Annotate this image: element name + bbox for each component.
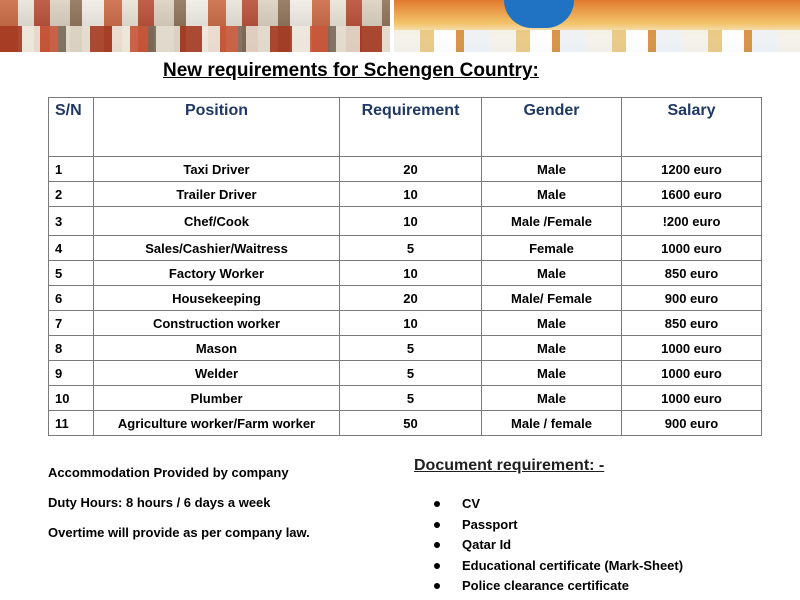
header-position: Position (94, 98, 340, 157)
overtime-note: Overtime will provide as per company law. (48, 525, 310, 540)
cell-position: Chef/Cook (94, 207, 340, 236)
cell-salary: !200 euro (622, 207, 762, 236)
table-row (49, 361, 762, 386)
cell-position: Taxi Driver (94, 157, 340, 182)
cell-sn: 10 (49, 386, 94, 411)
cell-position: Housekeeping (94, 286, 340, 311)
header-banner (0, 0, 800, 52)
bullet-icon (434, 501, 440, 507)
cell-sn: 11 (49, 411, 94, 436)
cell-salary: 850 euro (622, 261, 762, 286)
cell-position: Sales/Cashier/Waitress (94, 236, 340, 261)
cell-requirement: 10 (340, 311, 482, 336)
cell-sn: 8 (49, 336, 94, 361)
document-item-label: Police clearance certificate (462, 578, 629, 594)
table-row (49, 207, 762, 236)
accommodation-note: Accommodation Provided by company (48, 465, 289, 480)
cell-position: Agriculture worker/Farm worker (94, 411, 340, 436)
document-item-label: Qatar Id (462, 537, 512, 553)
list-item (434, 515, 683, 536)
table-row (49, 386, 762, 411)
list-item (434, 535, 683, 556)
table-row (49, 236, 762, 261)
cell-gender: Male /Female (482, 207, 622, 236)
table-row (49, 411, 762, 436)
list-item (434, 556, 683, 577)
bullet-icon (434, 583, 440, 589)
cell-requirement: 10 (340, 261, 482, 286)
notes-block (48, 465, 310, 555)
cell-requirement: 10 (340, 182, 482, 207)
village-photo (0, 0, 390, 52)
table-row (49, 311, 762, 336)
cell-gender: Male (482, 182, 622, 207)
document-item-label: Passport (462, 516, 518, 532)
cell-gender: Male (482, 361, 622, 386)
cell-gender: Male (482, 157, 622, 182)
cell-requirement: 5 (340, 336, 482, 361)
header-requirement: Requirement (340, 98, 482, 157)
cell-salary: 1000 euro (622, 361, 762, 386)
cell-position: Mason (94, 336, 340, 361)
cell-position: Construction worker (94, 311, 340, 336)
list-item (434, 576, 683, 597)
bullet-icon (434, 542, 440, 548)
cell-salary: 900 euro (622, 411, 762, 436)
table-header-row (49, 98, 762, 157)
coast-photo (394, 0, 800, 52)
header-gender: Gender (482, 98, 622, 157)
cell-requirement: 5 (340, 236, 482, 261)
cell-requirement: 5 (340, 361, 482, 386)
cell-sn: 9 (49, 361, 94, 386)
table-row (49, 261, 762, 286)
cell-salary: 1600 euro (622, 182, 762, 207)
header-salary: Salary (622, 98, 762, 157)
cell-sn: 7 (49, 311, 94, 336)
bullet-icon (434, 522, 440, 528)
table-row (49, 157, 762, 182)
cell-sn: 6 (49, 286, 94, 311)
cell-position: Plumber (94, 386, 340, 411)
cell-salary: 1000 euro (622, 236, 762, 261)
cell-sn: 4 (49, 236, 94, 261)
cell-sn: 5 (49, 261, 94, 286)
cell-salary: 1000 euro (622, 386, 762, 411)
table-row (49, 286, 762, 311)
documents-list (434, 494, 683, 597)
header-sn: S/N (49, 98, 94, 157)
requirements-table (48, 97, 762, 436)
cell-salary: 1000 euro (622, 336, 762, 361)
document-item-label: CV (462, 496, 481, 512)
cell-requirement: 5 (340, 386, 482, 411)
cell-gender: Male / female (482, 411, 622, 436)
cell-gender: Male (482, 311, 622, 336)
cell-salary: 900 euro (622, 286, 762, 311)
list-item (434, 494, 683, 515)
cell-sn: 2 (49, 182, 94, 207)
page-title: New requirements for Schengen Country: (163, 60, 539, 81)
cell-salary: 850 euro (622, 311, 762, 336)
bullet-icon (434, 563, 440, 569)
duty-hours-note: Duty Hours: 8 hours / 6 days a week (48, 495, 271, 510)
cell-position: Factory Worker (94, 261, 340, 286)
cell-gender: Female (482, 236, 622, 261)
document-item-label: Educational certificate (Mark-Sheet) (462, 557, 684, 573)
cell-requirement: 50 (340, 411, 482, 436)
cell-position: Welder (94, 361, 340, 386)
table-row (49, 336, 762, 361)
cell-requirement: 10 (340, 207, 482, 236)
cell-gender: Male (482, 336, 622, 361)
cell-sn: 3 (49, 207, 94, 236)
cell-salary: 1200 euro (622, 157, 762, 182)
cell-gender: Male (482, 261, 622, 286)
cell-sn: 1 (49, 157, 94, 182)
cell-gender: Male/ Female (482, 286, 622, 311)
table-row (49, 182, 762, 207)
cell-requirement: 20 (340, 286, 482, 311)
cell-requirement: 20 (340, 157, 482, 182)
cell-gender: Male (482, 386, 622, 411)
cell-position: Trailer Driver (94, 182, 340, 207)
documents-title: Document requirement: - (414, 457, 605, 474)
